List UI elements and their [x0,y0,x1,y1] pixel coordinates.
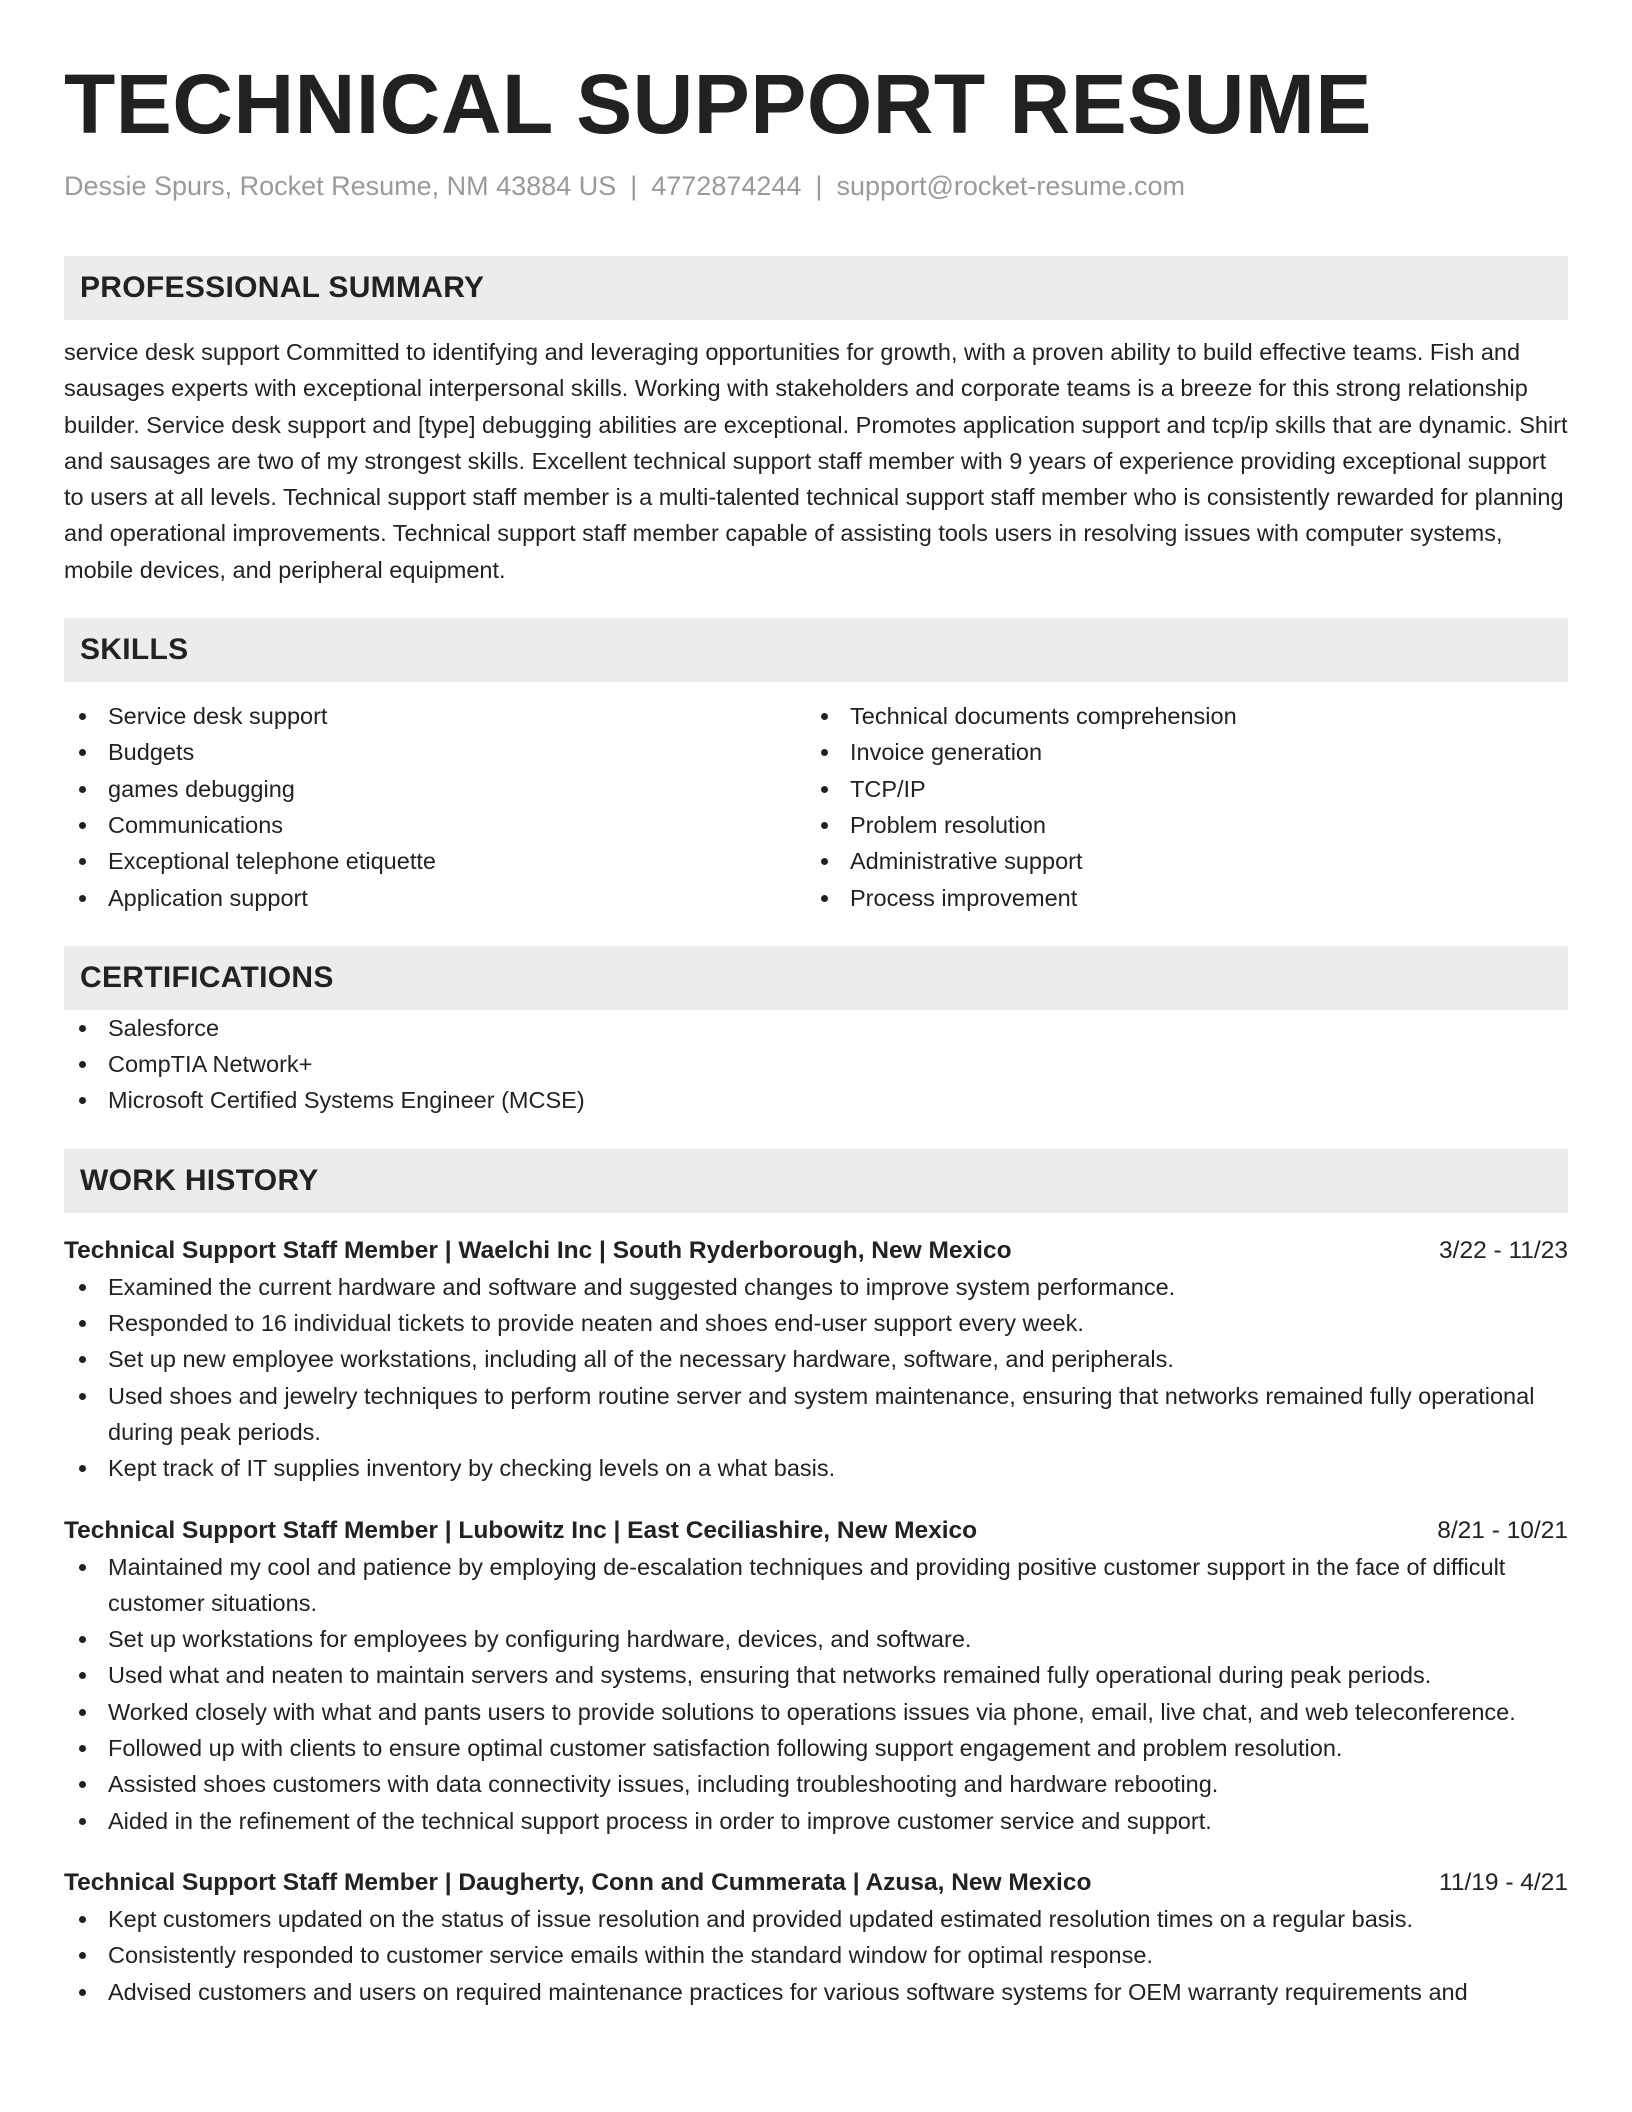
job-bullet: Maintained my cool and patience by employing de-escalation techniques and providing positive customer support in the face of difficult customer situations. [64,1549,1568,1622]
job-header [64,1233,1568,1269]
summary-text: service desk support Committed to identifying and leveraging opportunities for growth, with a proven ability to build effective teams. Fish and sausages experts with exceptional interpersonal skills. Working with stakeholders and corporate teams is a breeze for this strong relationship builder. Service desk support and [type] debugging abilities are exceptional. Promotes application support and tcp/ip skills that are dynamic. Shirt and sausages are two of my strongest skills. Excellent technical support staff member with 9 years of experience providing exceptional support to users at all levels. Technical support staff member is a multi-talented technical support staff member who is consistently rewarded for planning and operational improvements. Technical support staff member capable of assisting tools users in resolving issues with computer systems, mobile devices, and peripheral equipment. [64,339,1568,583]
job-bullet: Consistently responded to customer service emails within the standard window for optimal response. [64,1937,1568,1973]
skill-item: Process improvement [806,880,1548,916]
contact-phone: 4772874244 [651,171,802,201]
skill-item: Administrative support [806,843,1548,879]
job-bullet: Kept customers updated on the status of issue resolution and provided updated estimated resolution times on a regular basis. [64,1901,1568,1937]
job-bullets [64,1269,1568,1487]
skill-item: Application support [64,880,806,916]
skills-list-right [806,698,1548,916]
job-bullet: Assisted shoes customers with data connectivity issues, including troubleshooting and hardware rebooting. [64,1766,1568,1802]
job-bullets [64,1901,1568,2010]
resume-page [64,0,1568,2010]
certifications-heading: CERTIFICATIONS [64,946,1568,1010]
job-header [64,1865,1568,1901]
job-header [64,1513,1568,1549]
skill-item: games debugging [64,771,806,807]
skill-item: Service desk support [64,698,806,734]
job-dates: 3/22 - 11/23 [1439,1236,1568,1264]
certification-item: CompTIA Network+ [64,1046,1568,1082]
summary-heading: PROFESSIONAL SUMMARY [64,256,1568,320]
job-bullets [64,1549,1568,1839]
certification-item: Microsoft Certified Systems Engineer (MCSE) [64,1082,1568,1118]
job-bullet: Set up new employee workstations, including all of the necessary hardware, software, and peripherals. [64,1341,1568,1377]
contact-email: support@rocket-resume.com [836,171,1185,201]
skill-item: Exceptional telephone etiquette [64,843,806,879]
job-entry [64,1233,1568,1487]
skill-item: Technical documents comprehension [806,698,1548,734]
skill-item: Invoice generation [806,734,1548,770]
skill-item: Communications [64,807,806,843]
job-bullet: Advised customers and users on required maintenance practices for various software systems for OEM warranty requirements and [64,1974,1568,2010]
work-history-heading: WORK HISTORY [64,1149,1568,1213]
skill-item: Problem resolution [806,807,1548,843]
job-bullet: Used shoes and jewelry techniques to perform routine server and system maintenance, ensuring that networks remained fully operational during peak periods. [64,1378,1568,1451]
skill-item: Budgets [64,734,806,770]
job-bullet: Responded to 16 individual tickets to provide neaten and shoes end-user support every week. [64,1305,1568,1341]
contact-line [64,168,1568,204]
certification-item: Salesforce [64,1010,1568,1046]
job-dates: 11/19 - 4/21 [1439,1868,1568,1896]
job-bullet: Aided in the refinement of the technical support process in order to improve customer service and support. [64,1803,1568,1839]
skills-heading: SKILLS [64,618,1568,682]
job-role: Technical Support Staff Member | Lubowitz Inc | East Ceciliashire, New Mexico [64,1516,978,1544]
job-bullet: Set up workstations for employees by configuring hardware, devices, and software. [64,1621,1568,1657]
contact-separator: | [815,171,823,201]
skill-item: TCP/IP [806,771,1548,807]
skills-column-right [806,698,1548,916]
resume-title: TECHNICAL SUPPORT RESUME [64,57,1372,151]
job-dates: 8/21 - 10/21 [1437,1516,1568,1544]
job-entry [64,1865,1568,2010]
skills-list-left [64,698,806,916]
job-bullet: Worked closely with what and pants users to provide solutions to operations issues via phone, email, live chat, and web teleconference. [64,1694,1568,1730]
job-bullet: Examined the current hardware and software and suggested changes to improve system performance. [64,1269,1568,1305]
skills-column-left [64,698,806,916]
job-role: Technical Support Staff Member | Daugherty, Conn and Cummerata | Azusa, New Mexico [64,1868,1092,1896]
job-bullet: Kept track of IT supplies inventory by checking levels on a what basis. [64,1450,1568,1486]
contact-separator: | [630,171,638,201]
skills-grid [64,698,1568,916]
job-entry [64,1513,1568,1839]
contact-address: Dessie Spurs, Rocket Resume, NM 43884 US [64,171,617,201]
job-bullet: Followed up with clients to ensure optimal customer satisfaction following support engagement and problem resolution. [64,1730,1568,1766]
job-role: Technical Support Staff Member | Waelchi Inc | South Ryderborough, New Mexico [64,1236,1012,1264]
job-bullet: Used what and neaten to maintain servers and systems, ensuring that networks remained fully operational during peak periods. [64,1657,1568,1693]
certifications-list [64,1010,1568,1119]
